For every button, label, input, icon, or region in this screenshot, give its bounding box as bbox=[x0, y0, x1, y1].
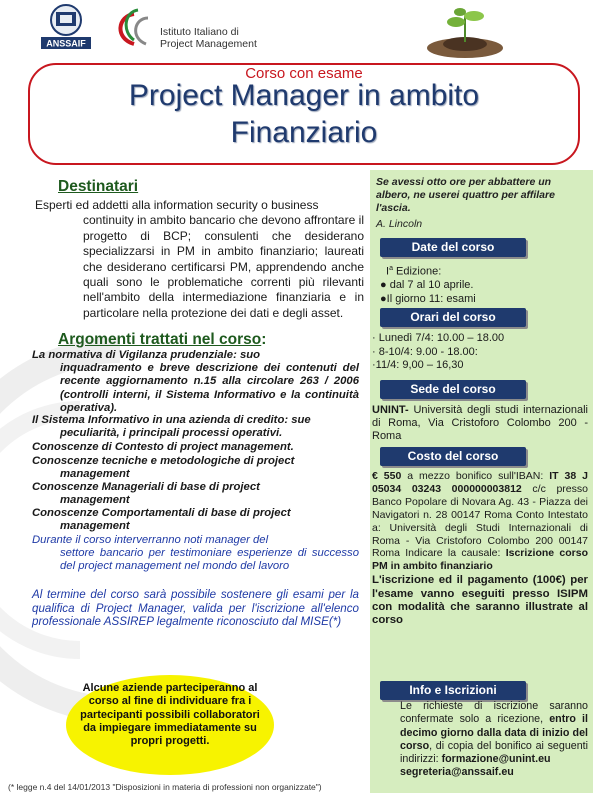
argomento-first: Conoscenze Comportamentali di base di project bbox=[32, 507, 291, 519]
costo-heading: Costo del corso bbox=[380, 447, 526, 466]
costo-note: L'iscrizione ed il pagamento (100€) per l'esame vanno eseguiti presso ISIPM con modalità che saranno illustrate al corso bbox=[372, 574, 588, 627]
argomento-rest: management bbox=[60, 468, 130, 481]
plant-in-hands-image bbox=[420, 2, 510, 62]
lincoln-quote: Se avessi otto ore per abbattere un albero, ne userei quattro per affilare l'ascia. bbox=[376, 176, 555, 214]
argomento-rest: peculiarità, i principali processi operativi. bbox=[60, 427, 283, 440]
title-corso-con-esame: Corso con esame bbox=[245, 65, 363, 82]
info-text1: Le richieste di iscrizione saranno confermate solo a ricezione, bbox=[400, 700, 588, 726]
destinatari-rest: continuity in ambito bancario che devono affrontare il progetto di BCP; consulenti che desiderano specializzarsi in PM in ambito finanziario; laureati che desiderano certificarsi PM, apprendendo anche quali sono le problematiche correnti più rilevanti nell'ambito della intermediazione finanziaria e in particolare nella protezione dei dati e degli asset. bbox=[83, 213, 364, 320]
edition-label: Edizione: bbox=[392, 265, 442, 278]
isipm-line1: Istituto Italiano di bbox=[160, 26, 239, 38]
title-line1: Project Manager in ambito bbox=[128, 79, 480, 112]
destinatari-heading: Destinatari bbox=[58, 178, 139, 195]
argomento-first: Il Sistema Informativo in una azienda di credito: sue bbox=[32, 414, 311, 426]
anssaif-logo bbox=[35, 2, 97, 52]
durante-rest: settore bancario per testimoniare esperienze di successo del project management nel mondo del lavoro bbox=[60, 547, 359, 573]
destinatari-line1: Esperti ed addetti alla information security o business bbox=[35, 198, 319, 212]
argomento-item bbox=[32, 481, 359, 507]
argomento-first: Conoscenze tecniche e metodologiche di project bbox=[32, 455, 295, 467]
isipm-line2: Project Management bbox=[160, 38, 257, 50]
edition-number: I bbox=[386, 265, 390, 278]
costo-iban: IT 38 J 05034 03243 000000003812 bbox=[372, 470, 588, 495]
durante-first: Durante il corso interverranno noti manager del bbox=[32, 534, 269, 546]
edition-sup: a bbox=[389, 265, 393, 272]
svg-text:ANSSAIF: ANSSAIF bbox=[46, 38, 86, 49]
costo-text2: c/c presso Banco Popolare di Novara Ag. 43 - Piazza dei Navigatori n. 28 00147 Roma Conto Intestato a: Università degli Studi Internazionali di Roma - Via Cristoforo Colombo 200 00147 Roma Indicare la causale: bbox=[372, 482, 588, 560]
argomento-item bbox=[32, 507, 359, 533]
orari-heading: Orari del corso bbox=[380, 308, 526, 327]
date-line2: ●Il giorno 11: esami bbox=[380, 292, 476, 305]
page-title bbox=[30, 77, 578, 151]
costo-text1: a mezzo bonifico sull'IBAN bbox=[401, 470, 541, 482]
sede-details bbox=[372, 404, 588, 443]
costo-amount: € 550 bbox=[372, 470, 402, 482]
argomenti-colon: : bbox=[261, 331, 267, 348]
info-heading: Info e Iscrizioni bbox=[380, 681, 526, 700]
title-line2: Finanziario bbox=[230, 116, 378, 149]
destinatari-text bbox=[35, 198, 364, 321]
argomento-item bbox=[32, 441, 359, 454]
email-segreteria-link[interactable]: segreteria@anssaif.eu bbox=[400, 766, 514, 779]
argomento-rest: management bbox=[60, 494, 130, 507]
orari-item: ·11/4: 9,00 – 16,30 bbox=[372, 359, 464, 371]
footnote: (* legge n.4 del 14/01/2013 "Disposizioni in materia di professioni non organizzate") bbox=[8, 782, 322, 792]
date-details bbox=[378, 262, 588, 306]
quote-author: A. Lincoln bbox=[376, 218, 423, 230]
title-box bbox=[28, 63, 580, 165]
argomento-rest: management bbox=[60, 520, 130, 533]
argomento-item bbox=[32, 414, 359, 440]
date-line1: ● dal 7 al 10 aprile. bbox=[380, 279, 474, 292]
termine-text: Al termine del corso sarà possibile sostenere gli esami per la qualifica di Project Manager, valida per l'iscrizione all'elenco professionale ASSIREP legalmente riconosciuto dal MISE(*) bbox=[32, 588, 359, 629]
argomenti-title: Argomenti trattati nel corso bbox=[58, 331, 262, 348]
sede-name: UNINT- bbox=[372, 404, 409, 416]
isipm-name bbox=[160, 26, 257, 50]
argomento-first: La normativa di Vigilanza prudenziale: suo bbox=[32, 349, 261, 361]
durante-text bbox=[32, 534, 359, 574]
sede-address: Università degli studi internazionali di Roma, Via Cristoforo Colombo 200 - Roma bbox=[372, 404, 588, 442]
argomento-rest: inquadramento e breve descrizione dei contenuti del recente aggiornamento n.15 alla circolare 263 / 2006 (controlli interni, il Sistema Informativo e la continuità operativa). bbox=[60, 362, 359, 414]
argomento-item bbox=[32, 455, 359, 481]
info-deadline: entro il decimo giorno dalla data di inizio del corso bbox=[400, 713, 588, 752]
callout-text: Alcune aziende parteciperanno al corso al fine di individuare fra i partecipanti possibili collaboratori da impiegare immediatamente su propri progetti. bbox=[80, 682, 260, 748]
costo-iban-label: : bbox=[540, 470, 550, 482]
date-heading: Date del corso bbox=[380, 238, 526, 257]
info-details bbox=[400, 700, 588, 780]
info-text2: , di copia del bonifico ai seguenti indirizzi: bbox=[400, 739, 588, 766]
argomento-first: Conoscenze Manageriali di base di project bbox=[32, 481, 260, 493]
costo-causale: Iscrizione corso PM in ambito finanziario bbox=[372, 547, 588, 573]
sede-heading: Sede del corso bbox=[380, 380, 526, 399]
orari-item: · 8-10/4: 9.00 - 18.00: bbox=[372, 345, 478, 358]
argomenti-heading bbox=[58, 331, 266, 349]
argomento-item bbox=[32, 349, 359, 415]
argomento-first: Conoscenze di Contesto di project management. bbox=[32, 441, 294, 453]
orari-list bbox=[372, 332, 587, 373]
costo-details bbox=[372, 470, 588, 628]
email-formazione-link[interactable]: formazione@unint.eu bbox=[441, 753, 551, 766]
orari-item: · Lunedì 7/4: 10.00 – 18.00 bbox=[372, 332, 505, 344]
